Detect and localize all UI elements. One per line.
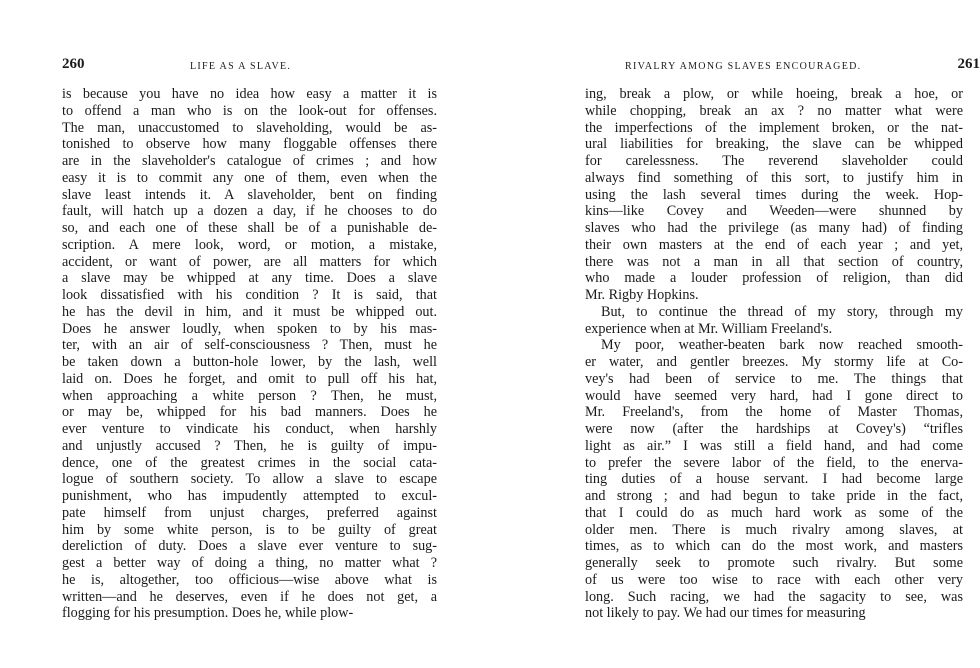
text-line: ting duties of a house servant. I had become large [585,471,963,488]
body-text [62,86,437,622]
text-line: that I could do as much hard work as some of the [585,504,963,521]
running-head-title: RIVALRY AMONG SLAVES ENCOURAGED. [625,61,862,72]
text-line: laid on. Does he forget, and omit to pull off his hat, [62,370,437,387]
text-line: written—and he deserves, even if he does not get, a [62,588,437,605]
text-line: of us were too wise to race with each other very [585,571,963,588]
text-line: ter, with an air of self-consciousness ? Then, must he [62,337,437,354]
text-line: light as air.” I was still a field hand, and had come [585,437,963,454]
text-line: tonished to observe how many floggable offenses there [62,136,437,153]
text-line: er water, and gentler breezes. My stormy life at Co- [585,354,963,370]
text-line: their own masters at the end of each year ; and yet, [585,236,963,253]
text-line: to prefer the severe labor of the field, to the enerva- [585,454,963,471]
text-line: dereliction of duty. Does a slave ever venture to sug- [62,538,437,555]
text-line: dence, one of the greatest crimes in the social cata- [62,454,437,471]
page-number: 261 [957,56,980,72]
text-line: using the lash several times during the week. Hop- [585,186,963,203]
text-line: were now (after the hardships at Covey's) “trifles [585,421,963,437]
text-line: slave least intends it. A slaveholder, bent on finding [62,186,437,203]
text-line: there was not a man in all that section of country, [585,253,963,270]
text-line: him by some white person, is to be guilty of great [62,521,437,538]
text-line: scription. A mere look, word, or motion, a mistake, [62,236,437,253]
running-head [585,58,980,78]
text-line: long. Such racing, we had the sagacity to see, was [585,588,963,605]
page-number: 260 [62,56,85,72]
text-line: Does he answer loudly, when spoken to by his mas- [62,320,437,337]
text-line: fault, will hatch up a dozen a day, if he chooses to do [62,203,437,220]
text-line: for carelessness. The reverend slaveholder could [585,153,963,169]
text-line: not likely to pay. We had our times for measuring [585,605,866,622]
body-text [585,86,963,622]
running-head-title: LIFE AS A SLAVE. [190,61,292,72]
running-head [62,58,437,78]
text-line: he has the devil in him, and it must be whipped out. [62,303,437,320]
text-line: he is, altogether, too officious—wise above what is [62,571,437,588]
text-line: are in the slaveholder's catalogue of crimes ; and how [62,153,437,169]
text-line: so, and each one of these shall be of a punishable de- [62,220,437,236]
text-line: The man, unaccustomed to slaveholding, would be as- [62,119,437,136]
text-line: slaves who had the privilege (as many had) of finding [585,220,963,236]
text-line: and unjustly accused ? Then, he is guilty of impu- [62,437,437,454]
text-line: pate himself from unjust charges, preferred against [62,504,437,521]
text-line: generally seek to promote such rivalry. But some [585,555,963,571]
text-line: kins—like Covey and Weeden—were shunned by [585,203,963,220]
text-line: would have seemed very hard, had I gone direct to [585,387,963,404]
text-line: to offend a man who is on the look-out for offenses. [62,102,437,119]
text-line: a slave may be whipped at any time. Does a slave [62,270,437,287]
text-line: flogging for his presumption. Does he, while plow- [62,605,354,622]
text-line: vey's had been of service to me. The things that [585,370,963,387]
text-line: accident, or want of power, are all matters for which [62,253,437,270]
left-page [0,0,470,668]
text-line: Mr. Freeland's, from the home of Master Thomas, [585,404,963,421]
text-line: the imperfections of the implement broken, or the nat- [585,119,963,136]
text-line: while chopping, break an ax ? no matter what were [585,102,963,119]
text-line: when approaching a white person ? Then, he must, [62,387,437,404]
text-line: be taken down a button-hole lower, by the lash, well [62,354,437,370]
text-line: times, as to which can do the most work, and masters [585,538,963,555]
text-line: is because you have no idea how easy a matter it is [62,86,437,102]
text-line: look dissatisfied with his condition ? It is said, that [62,287,437,303]
text-line: experience when at Mr. William Freeland's. [585,320,833,337]
text-line: and strong ; and had begun to take pride in the fact, [585,488,963,504]
text-line: punishment, who has impudently attempted to excul- [62,488,437,504]
text-line: But, to continue the thread of my story, through my [601,303,963,320]
text-line: older men. There is much rivalry among slaves, at [585,521,963,538]
text-line: easy it is to commit any one of them, even when the [62,169,437,186]
text-line: ever venture to vindicate his conduct, when harshly [62,421,437,437]
text-line: My poor, weather-beaten bark now reached smooth- [601,337,963,354]
text-line: gest a better way of doing a thing, no matter what ? [62,555,437,571]
text-line: or may be, whipped for his bad manners. Does he [62,404,437,421]
text-line: who made a louder profession of religion, than did [585,270,963,287]
text-line: logue of southern society. To allow a slave to escape [62,471,437,488]
right-page [490,0,980,668]
text-line: ing, break a plow, or while hoeing, break a hoe, or [585,86,963,102]
text-line: Mr. Rigby Hopkins. [585,287,699,303]
text-line: ural liabilities for breaking, the slave can be whipped [585,136,963,153]
text-line: always find something of this sort, to justify him in [585,169,963,186]
